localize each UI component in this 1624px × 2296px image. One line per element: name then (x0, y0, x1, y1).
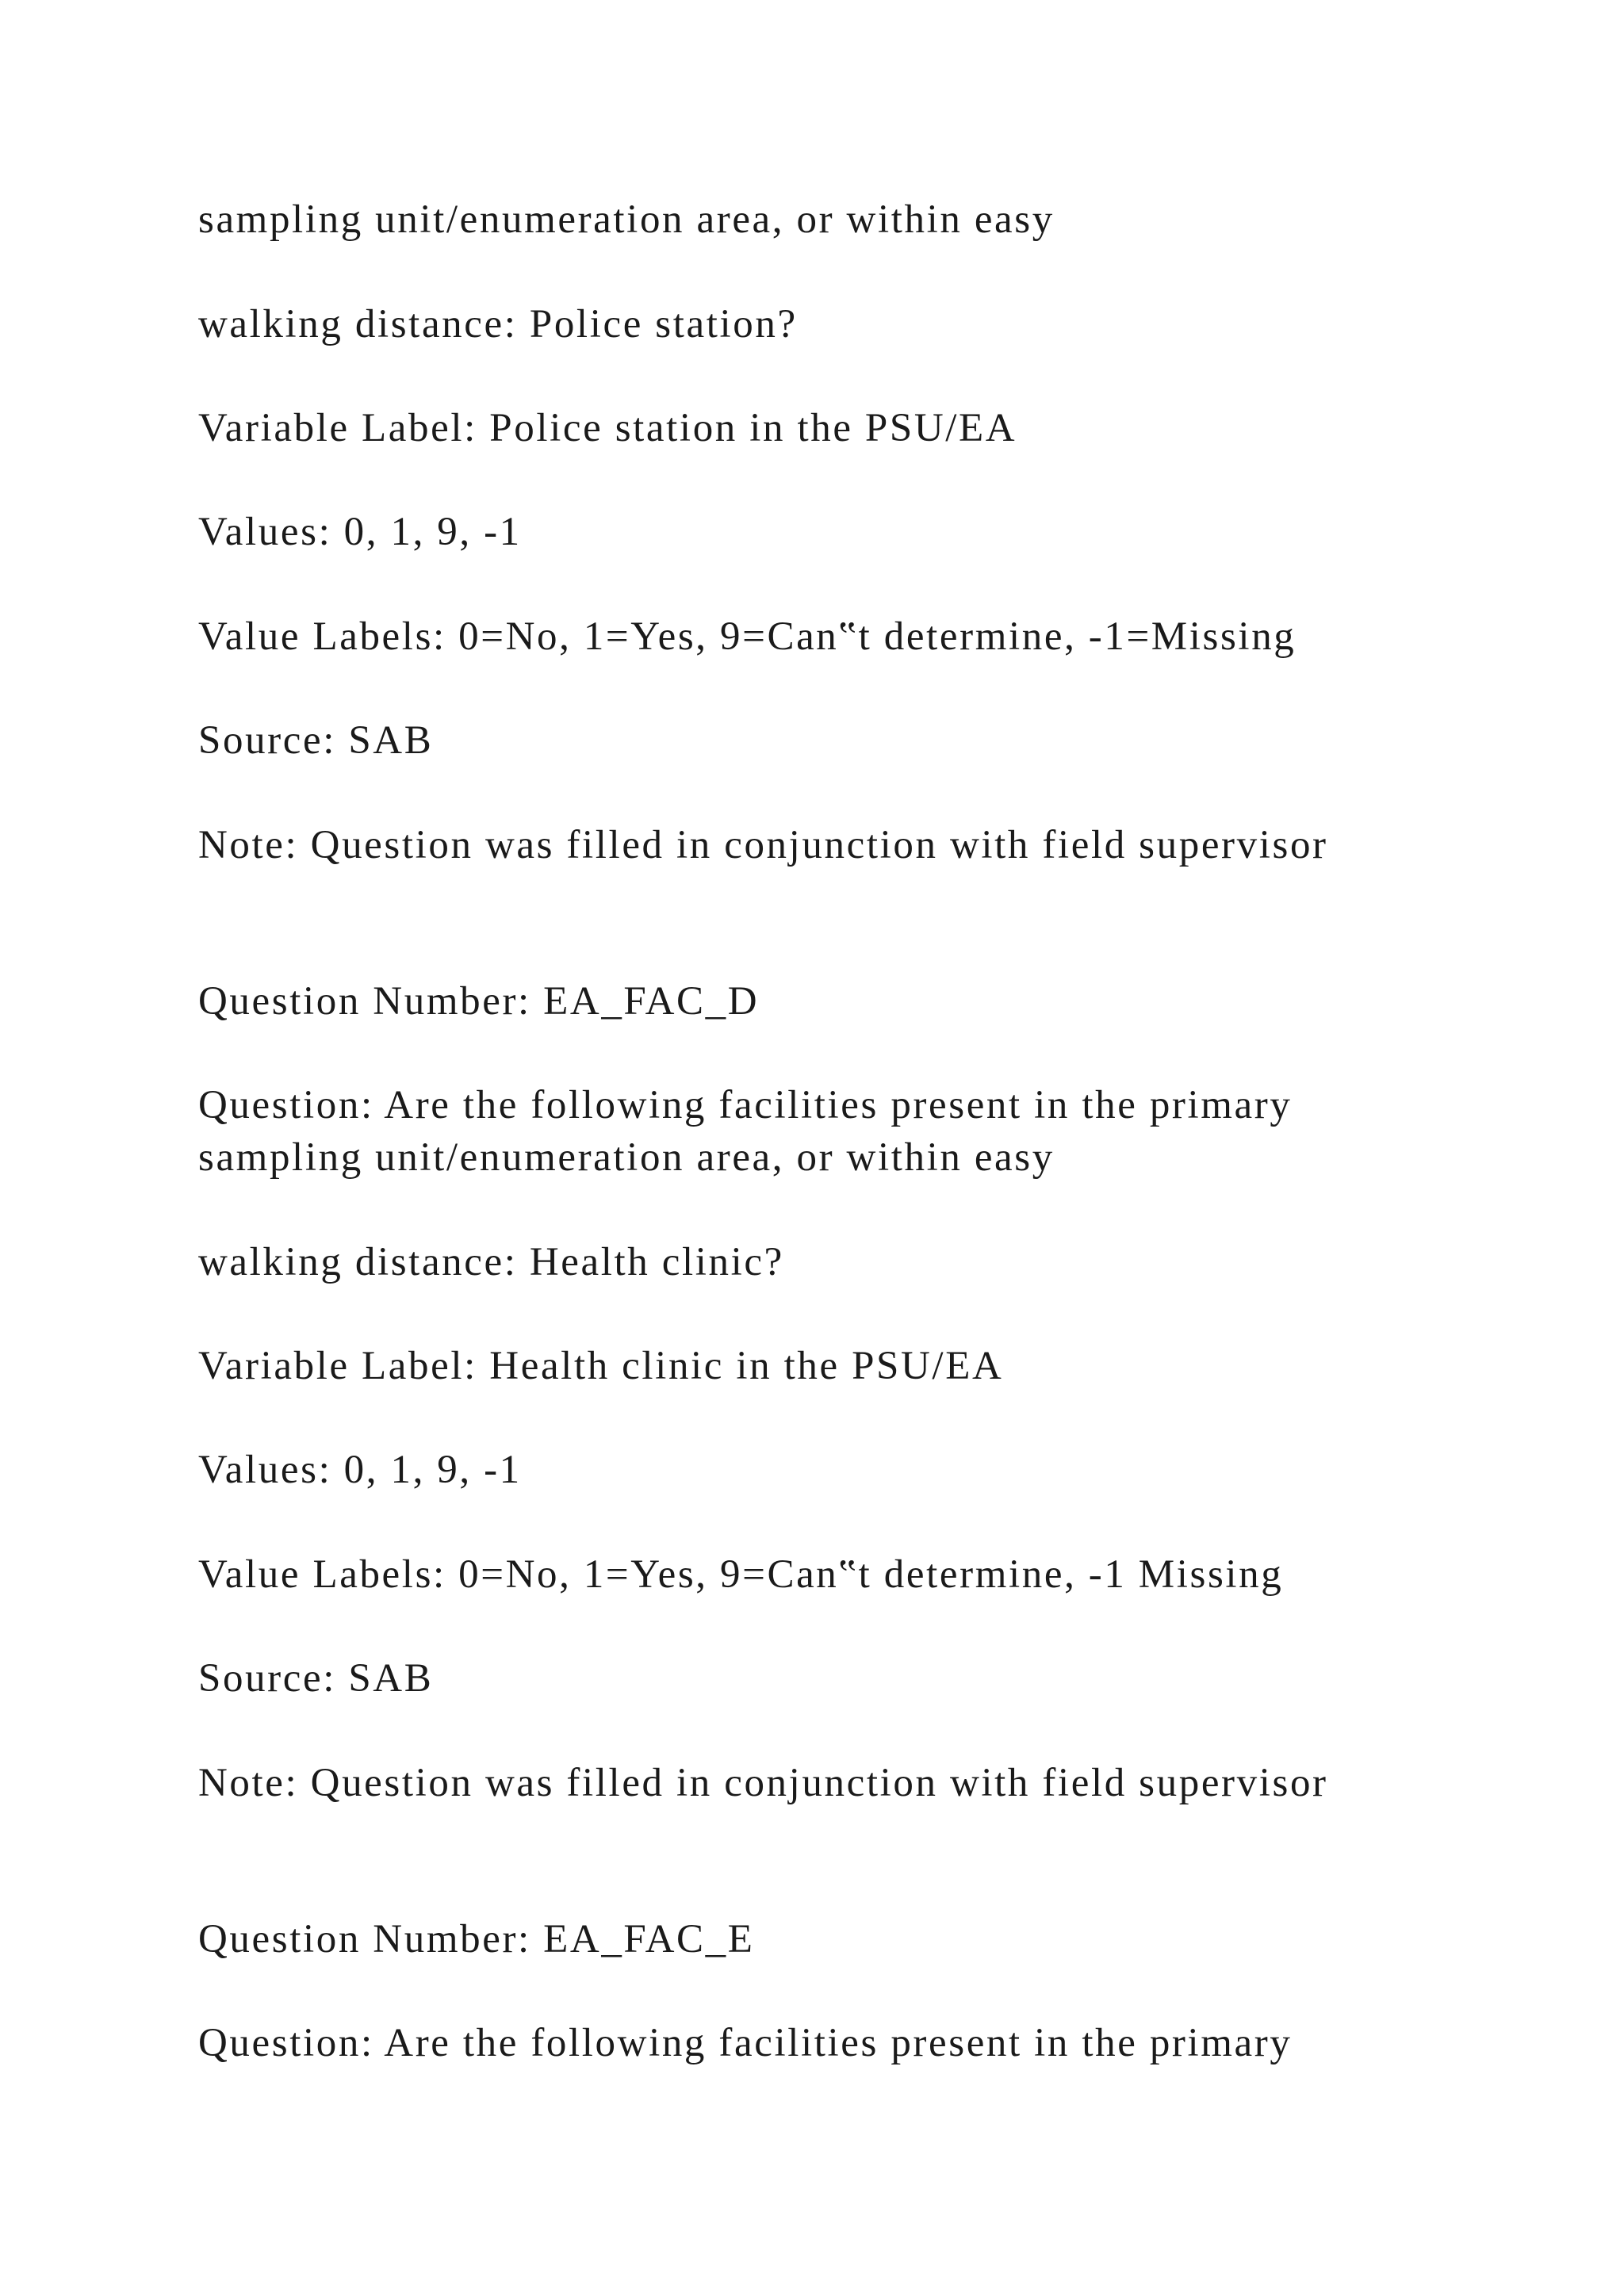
text-line: Question: Are the following facilities present in the primary (198, 1083, 1293, 1127)
question-number: Question Number: EA_FAC_E (198, 1917, 755, 1961)
question-number: Question Number: EA_FAC_D (198, 979, 760, 1024)
text-line: Source: SAB (198, 718, 434, 763)
text-line: Note: Question was filled in conjunction with field supervisor (198, 1761, 1328, 1805)
text-line: Values: 0, 1, 9, -1 (198, 510, 522, 554)
text-line: Values: 0, 1, 9, -1 (198, 1448, 522, 1492)
text-line: Source: SAB (198, 1656, 434, 1701)
text-line: sampling unit/enumeration area, or within easy (198, 1135, 1055, 1180)
text-line: sampling unit/enumeration area, or within easy (198, 197, 1055, 242)
text-line: Variable Label: Health clinic in the PSU/EA (198, 1344, 1004, 1388)
text-line: Note: Question was filled in conjunction with field supervisor (198, 823, 1328, 867)
text-line: Question: Are the following facilities present in the primary (198, 2021, 1293, 2065)
text-line: Value Labels: 0=No, 1=Yes, 9=Can‟t determine, -1 Missing (198, 1552, 1284, 1597)
text-line: Value Labels: 0=No, 1=Yes, 9=Can‟t determine, -1=Missing (198, 614, 1297, 659)
text-line: walking distance: Health clinic? (198, 1240, 784, 1284)
text-line: walking distance: Police station? (198, 302, 798, 346)
text-line: Variable Label: Police station in the PSU/EA (198, 406, 1017, 450)
